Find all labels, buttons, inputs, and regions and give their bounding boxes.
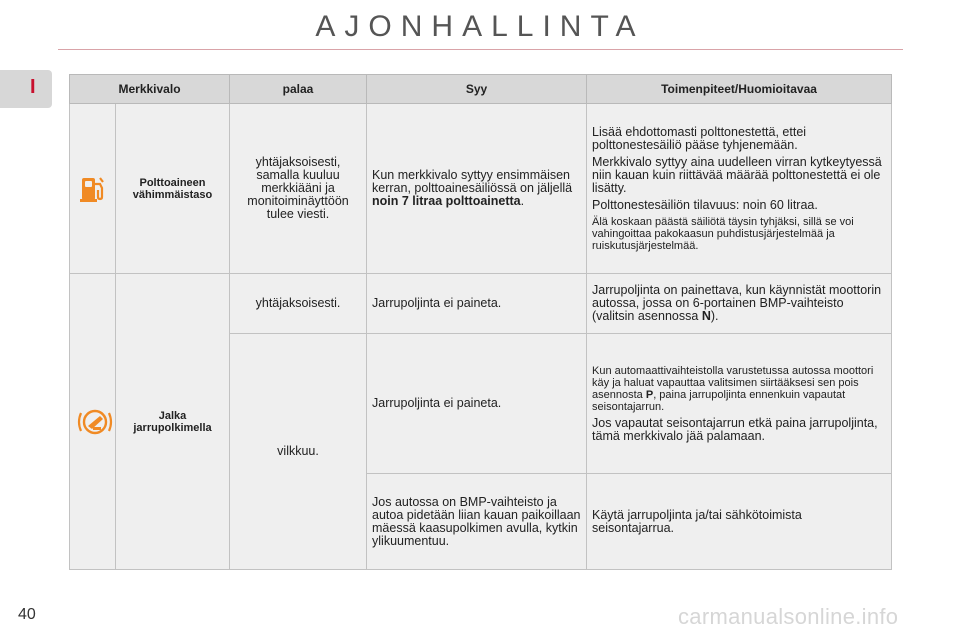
action-text-start: Kun automaattivaihteistolla varustetussa autossa moottori käy ja haluat vapauttaa valitsimen siirtääksesi sen pois asennosta bbox=[592, 364, 874, 401]
action-extra: Jos vapautat seisontajarrun etkä paina jarrupoljinta, tämä merkkivalo jää palamaan. bbox=[592, 415, 878, 443]
indicator-name-line: Polttoaineen bbox=[139, 176, 206, 189]
warning-lights-table bbox=[69, 74, 892, 570]
action-text bbox=[592, 365, 886, 413]
indicator-name-line: Jalka bbox=[158, 409, 187, 422]
table-header-row bbox=[70, 75, 892, 104]
cause-emphasis: noin 7 litraa polttoainetta bbox=[372, 194, 521, 208]
state-cell: vilkkuu. bbox=[230, 334, 367, 570]
table-row-low-fuel bbox=[70, 104, 892, 274]
header-action: Toimenpiteet/Huomioitavaa bbox=[587, 75, 892, 104]
title-divider bbox=[58, 49, 903, 50]
action-cell bbox=[587, 334, 892, 474]
cause-text: Kun merkkivalo syttyy ensimmäisen kerran, polttoainesäiliössä on jäljellä bbox=[372, 168, 573, 195]
action-text: Jarrupoljinta on painettava, kun käynnistät moottorin autossa, jossa on 6-portainen BMP-vaihteisto (valitsin asennossa bbox=[592, 283, 882, 323]
action-text-end: ). bbox=[710, 309, 719, 323]
header-indicator: Merkkivalo bbox=[70, 75, 230, 104]
state-cell: yhtäjaksoisesti, samalla kuuluu merkkiääni ja monitoiminäyttöön tulee viesti. bbox=[230, 104, 367, 274]
cause-cell: Jarrupoljinta ei paineta. bbox=[367, 274, 587, 334]
page-number: 40 bbox=[18, 606, 36, 623]
action-cell: Käytä jarrupoljinta ja/tai sähkötoimista seisontajarrua. bbox=[587, 474, 892, 570]
section-tab-label: I bbox=[30, 76, 36, 98]
indicator-name-line: vähimmäistaso bbox=[132, 188, 213, 201]
action-emphasis: P bbox=[645, 388, 654, 401]
header-cause: Syy bbox=[367, 75, 587, 104]
action-text: Merkkivalo syttyy aina uudelleen virran kytkeytyessä niin kauan kuin riittävää määrää polttonestettä ei ole lisätty. bbox=[592, 154, 882, 195]
indicator-name-low-fuel bbox=[116, 104, 230, 274]
header-state: palaa bbox=[230, 75, 367, 104]
action-text: Lisää ehdottomasti polttonestettä, ettei polttonestesäiliö pääse tyhjenemään. bbox=[592, 124, 807, 152]
action-cell bbox=[587, 274, 892, 334]
page-title: AJONHALLINTA bbox=[315, 10, 645, 43]
action-text-end: , paina jarrupoljinta ennenkuin vapautat seisontajarrun. bbox=[592, 388, 846, 413]
indicator-icon-cell bbox=[70, 104, 116, 274]
action-note: Älä koskaan päästä säiliötä täysin tyhjäksi, sillä se voi vahingoittaa pakokaasun puhdistusjärjestelmää ja ruiskutusjärjestelmää. bbox=[592, 215, 854, 252]
indicator-name-line: jarrupolkimella bbox=[133, 421, 212, 434]
cause-cell: Jarrupoljinta ei paineta. bbox=[367, 334, 587, 474]
action-emphasis: N bbox=[701, 309, 711, 323]
state-cell: yhtäjaksoisesti. bbox=[230, 274, 367, 334]
watermark: carmanualsonline.info bbox=[678, 604, 899, 629]
indicator-icon-cell bbox=[70, 274, 116, 570]
action-cell bbox=[587, 104, 892, 274]
cause-cell: Jos autossa on BMP-vaihteisto ja autoa pidetään liian kauan paikoillaan mäessä kaasupolkimen avulla, kytkin ylikuumentuu. bbox=[367, 474, 587, 570]
cause-cell bbox=[367, 104, 587, 274]
action-text: Polttonestesäiliön tilavuus: noin 60 litraa. bbox=[592, 197, 818, 212]
cause-end: . bbox=[520, 194, 525, 208]
table-row-brake-continuous bbox=[70, 274, 892, 334]
foot-on-brake-icon bbox=[75, 405, 110, 439]
section-tab[interactable] bbox=[0, 70, 52, 108]
indicator-name-brake bbox=[116, 274, 230, 570]
fuel-pump-icon bbox=[75, 172, 110, 206]
